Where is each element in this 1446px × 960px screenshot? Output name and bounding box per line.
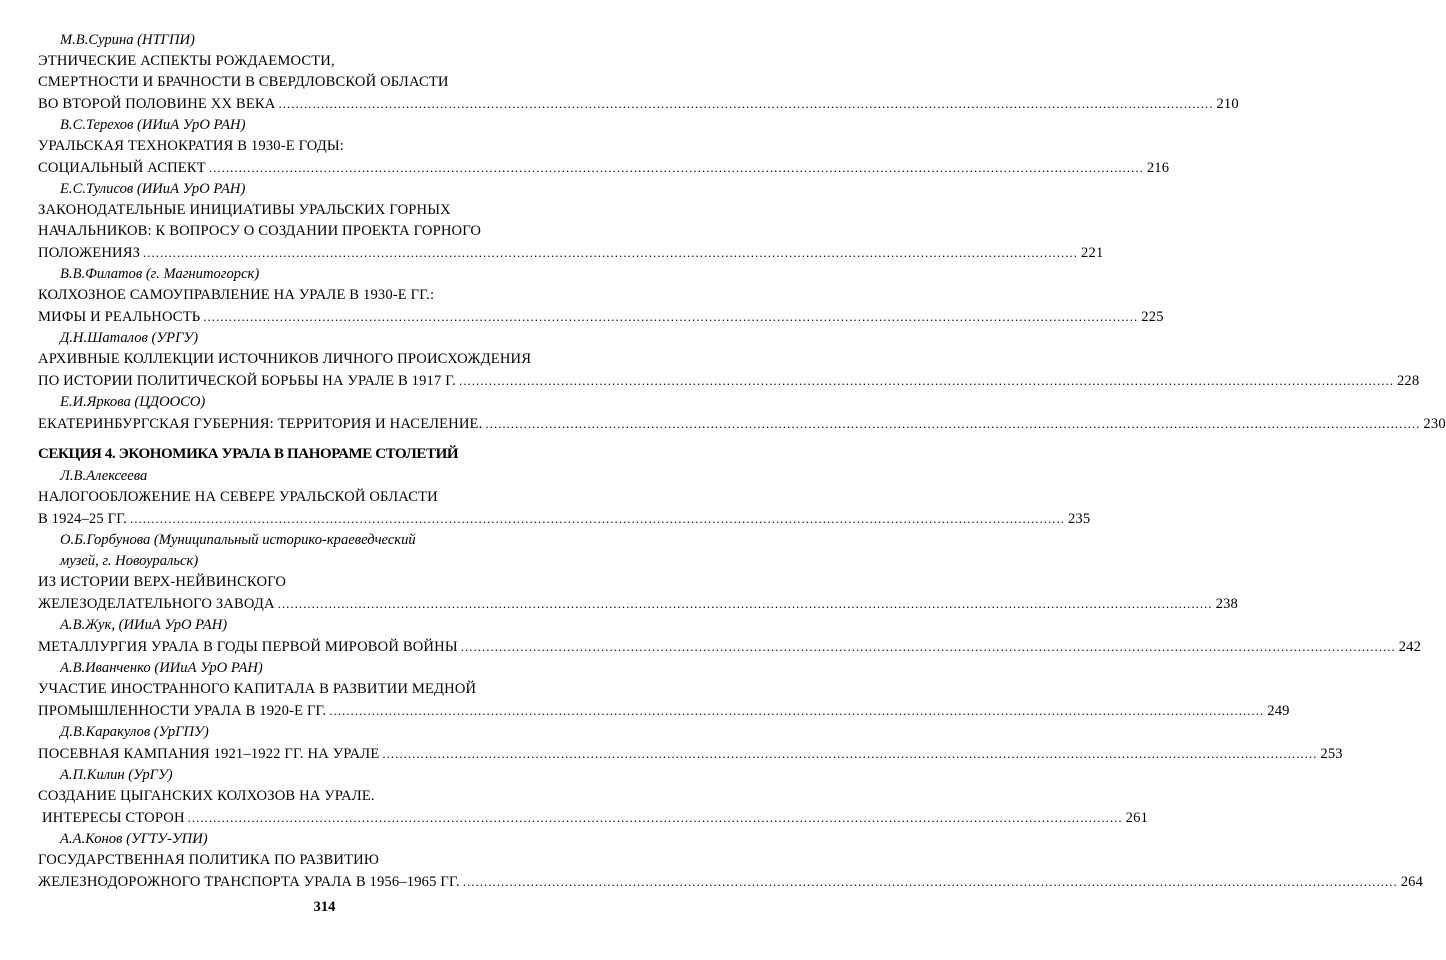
entry-title-last-line [38, 636, 1422, 658]
entry-title-line: ЖЕЛЕЗНОДОРОЖНОГО ТРАНСПОРТА УРАЛА В 1956–1965 ГГ. [38, 874, 460, 890]
entry-author-continued: музей, г. Новоуральск) [60, 553, 199, 569]
entry-title-line: ЗАКОНОДАТЕЛЬНЫЕ ИНИЦИАТИВЫ УРАЛЬСКИХ ГОРНЫХ [38, 202, 451, 218]
toc-entry [38, 328, 1420, 392]
entry-title-last-line [38, 413, 1446, 435]
dot-leader: ............................................................................................................................................................................................................................ [143, 245, 1079, 260]
entry-page-number: 253 [1320, 746, 1343, 762]
entry-page-number: 261 [1125, 810, 1149, 826]
dot-leader: ............................................................................................................................................................................................................................ [462, 874, 1398, 889]
toc-entry [38, 530, 1238, 615]
dot-leader: ............................................................................................................................................................................................................................ [460, 639, 1396, 654]
entry-author: В.С.Терехов (ИИиА УрО РАН) [60, 117, 246, 133]
entry-author: Л.В.Алексеева [60, 468, 148, 484]
entry-title-last-line [38, 807, 1149, 829]
dot-leader: ............................................................................................................................................................................................................................ [485, 416, 1421, 431]
table-of-contents [38, 30, 1446, 893]
entry-page-number: 210 [1216, 96, 1239, 112]
dot-leader: ............................................................................................................................................................................................................................ [278, 96, 1214, 111]
entry-title-line: ГОСУДАРСТВЕННАЯ ПОЛИТИКА ПО РАЗВИТИЮ [38, 852, 380, 868]
entry-page-number: 264 [1400, 874, 1424, 890]
entry-author: М.В.Сурина (НТГПИ) [60, 32, 195, 48]
entry-author: Е.И.Яркова (ЦДООСО) [60, 394, 206, 410]
entry-title-last-line [38, 242, 1104, 264]
entry-page-number: 225 [1141, 309, 1164, 325]
entry-title-last-line [38, 700, 1290, 722]
entry-page-number: 216 [1146, 160, 1170, 176]
entry-author: А.В.Жук, (ИИиА УрО РАН) [60, 617, 228, 633]
entry-title-line: СМЕРТНОСТИ И БРАЧНОСТИ В СВЕРДЛОВСКОЙ ОБЛАСТИ [38, 74, 449, 90]
toc-entry [38, 658, 1290, 722]
dot-leader: ............................................................................................................................................................................................................................ [129, 511, 1065, 526]
entry-title-line: УЧАСТИЕ ИНОСТРАННОГО КАПИТАЛА В РАЗВИТИИ МЕДНОЙ [38, 681, 477, 697]
entry-author: О.Б.Горбунова (Муниципальный историко-краеведческий [60, 532, 416, 548]
dot-leader: ............................................................................................................................................................................................................................ [329, 703, 1265, 718]
entry-page-number: 228 [1396, 373, 1420, 389]
entry-title-line: ПРОМЫШЛЕННОСТИ УРАЛА В 1920-Е ГГ. [38, 703, 327, 719]
toc-entry [38, 829, 1424, 893]
dot-leader: ............................................................................................................................................................................................................................ [203, 309, 1139, 324]
entry-page-number: 230 [1423, 416, 1446, 432]
entry-page-number: 242 [1398, 639, 1422, 655]
toc-entry [38, 392, 1446, 435]
entry-title-line: ЕКАТЕРИНБУРГСКАЯ ГУБЕРНИЯ: ТЕРРИТОРИЯ И НАСЕЛЕНИЕ. [38, 416, 483, 432]
entry-title-last-line [38, 93, 1239, 115]
entry-title-line: СОЦИАЛЬНЫЙ АСПЕКТ [38, 160, 206, 176]
entry-author: Д.В.Каракулов (УрГПУ) [60, 724, 209, 740]
entry-author: Е.С.Тулисов (ИИиА УрО РАН) [60, 181, 246, 197]
toc-entry [38, 179, 1104, 264]
entry-title-line: АРХИВНЫЕ КОЛЛЕКЦИИ ИСТОЧНИКОВ ЛИЧНОГО ПРОИСХОЖДЕНИЯ [38, 351, 532, 367]
dot-leader: ............................................................................................................................................................................................................................ [382, 746, 1318, 761]
toc-entries-group [38, 466, 1424, 893]
entry-title-line: В 1924–25 ГГ. [38, 511, 127, 527]
dot-leader: ............................................................................................................................................................................................................................ [187, 810, 1123, 825]
toc-entry [38, 264, 1164, 328]
toc-entries-group [38, 30, 1446, 435]
toc-entry [38, 615, 1422, 658]
entry-title-line: СОЗДАНИЕ ЦЫГАНСКИХ КОЛХОЗОВ НА УРАЛЕ. [38, 788, 375, 804]
entry-title-last-line [38, 593, 1238, 615]
entry-page-number: 235 [1067, 511, 1091, 527]
entry-title-line: ПОСЕВНАЯ КАМПАНИЯ 1921–1922 ГГ. НА УРАЛЕ [38, 746, 380, 762]
entry-title-line: ВО ВТОРОЙ ПОЛОВИНЕ XX ВЕКА [38, 96, 276, 112]
dot-leader: ............................................................................................................................................................................................................................ [458, 373, 1394, 388]
entry-page-number: 238 [1215, 596, 1238, 612]
entry-title-line: ПО ИСТОРИИ ПОЛИТИЧЕСКОЙ БОРЬБЫ НА УРАЛЕ В 1917 Г. [38, 373, 456, 389]
entry-title-last-line [38, 743, 1343, 765]
entry-title-last-line [38, 871, 1424, 893]
entry-title-last-line [38, 157, 1170, 179]
page-number: 314 [313, 899, 336, 915]
entry-title-line: МЕТАЛЛУРГИЯ УРАЛА В ГОДЫ ПЕРВОЙ МИРОВОЙ ВОЙНЫ [38, 639, 458, 655]
toc-entry [38, 115, 1170, 179]
entry-author: А.В.Иванченко (ИИиА УрО РАН) [60, 660, 263, 676]
entry-title-line: УРАЛЬСКАЯ ТЕХНОКРАТИЯ В 1930-Е ГОДЫ: [38, 138, 344, 154]
entry-title-last-line [38, 370, 1420, 392]
entry-title-line: МИФЫ И РЕАЛЬНОСТЬ [38, 309, 201, 325]
entry-author: А.А.Конов (УГТУ-УПИ) [60, 831, 208, 847]
section-heading: СЕКЦИЯ 4. ЭКОНОМИКА УРАЛА В ПАНОРАМЕ СТОЛЕТИЙ [38, 446, 459, 462]
entry-title-line: ИНТЕРЕСЫ СТОРОН [42, 810, 185, 826]
entry-title-line: НАЧАЛЬНИКОВ: К ВОПРОСУ О СОЗДАНИИ ПРОЕКТА ГОРНОГО [38, 223, 482, 239]
entry-author: Д.Н.Шаталов (УРГУ) [60, 330, 199, 346]
toc-entry [38, 466, 1091, 530]
entry-title-last-line [38, 306, 1164, 328]
toc-entry [38, 765, 1149, 829]
entry-title-line: КОЛХОЗНОЕ САМОУПРАВЛЕНИЕ НА УРАЛЕ В 1930-Е ГГ.: [38, 287, 435, 303]
toc-entry [38, 30, 1239, 115]
entry-page-number: 249 [1267, 703, 1290, 719]
toc-entry [38, 722, 1343, 765]
entry-title-line: ЖЕЛЕЗОДЕЛАТЕЛЬНОГО ЗАВОДА [38, 596, 275, 612]
entry-author: В.В.Филатов (г. Магнитогорск) [60, 266, 260, 282]
entry-title-line: НАЛОГООБЛОЖЕНИЕ НА СЕВЕРЕ УРАЛЬСКОЙ ОБЛАСТИ [38, 489, 438, 505]
entry-title-last-line [38, 508, 1091, 530]
entry-author: А.П.Килин (УрГУ) [60, 767, 173, 783]
entry-title-line: ИЗ ИСТОРИИ ВЕРХ-НЕЙВИНСКОГО [38, 574, 287, 590]
entry-title-line: ПОЛОЖЕНИЯЗ [38, 245, 141, 261]
dot-leader: ............................................................................................................................................................................................................................ [208, 160, 1144, 175]
dot-leader: ............................................................................................................................................................................................................................ [277, 596, 1213, 611]
entry-page-number: 221 [1081, 245, 1104, 261]
entry-title-line: ЭТНИЧЕСКИЕ АСПЕКТЫ РОЖДАЕМОСТИ, [38, 53, 335, 69]
